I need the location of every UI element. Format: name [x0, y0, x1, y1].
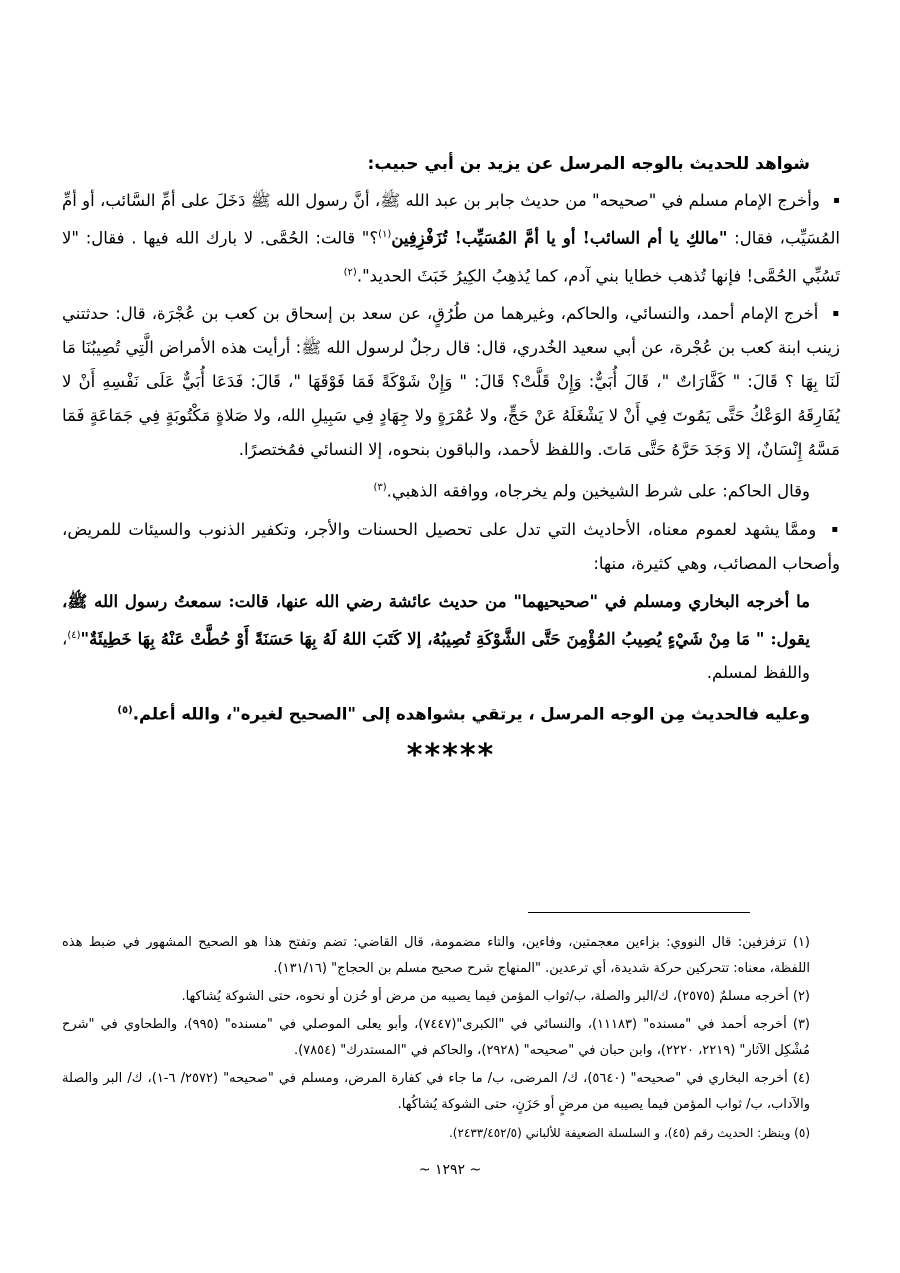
- paragraph-ahmad-hadith: [62, 297, 840, 467]
- footnote-ref-4[interactable]: (٤): [67, 629, 81, 641]
- section-separator: *****: [406, 737, 496, 773]
- footnote-ref-5[interactable]: (٥): [117, 705, 133, 716]
- footnote-divider: [528, 912, 750, 913]
- paragraph-text: ، واللفظ لمسلم.: [62, 629, 810, 682]
- paragraph-text: وعليه فالحديث مِن الوجه المرسل ، يرتقي بشواهده إلى "الصحيح لغيره"، والله أعلم.: [132, 704, 810, 724]
- paragraph-text: أخرج الإمام أحمد، والنسائي، والحاكم، وغيرهما من طُرُقٍ، عن سعد بن إسحاق بن كعب بن عُجْرَة، قال: حدثتني زينب ابنة كعب بن عُجْرة، عن أبي سعيد الخُدري، قال: قال رجلٌ لرسول الله ﷺ: أرأيت هذه الأمراض الَّتِي تُصِيبُنَا مَا لَنَا بِهَا ؟ قَالَ: " كَفَّارَاتٌ "، قَالَ أُبَيٌّ: وَإِنْ قَلَّتْ؟ قَالَ: " وَإِنْ شَوْكَةً فَمَا فَوْقَهَا "، قَالَ: فَدَعَا أُبَيٌّ عَلَى نَفْسِهِ أَنْ لا يُفَارِقَهُ الوَعْكُ حَتَّى يَمُوتَ فِي أَنْ لا يَشْغَلَهُ عَنْ حَجٍّ، ولا عُمْرَةٍ ولا جِهَادٍ فِي سَبِيلِ الله، ولا صَلاةٍ مَكْتُوبَةٍ فِي جَمَاعَةٍ فَمَا مَسَّهُ إِنْسَانٌ، إلا وَجَدَ حَرَّهُ حَتَّى مَاتَ. واللفظ لأحمد، والباقون بنحوه، إلا النسائي فمُختصرًا.: [62, 304, 840, 459]
- bullet-icon: ▪: [833, 195, 841, 206]
- paragraph-general-witnesses: [62, 513, 840, 581]
- footnote-ref-3[interactable]: (٣): [373, 482, 387, 493]
- paragraph-aisha-hadith: [62, 585, 840, 691]
- footnotes: [62, 930, 840, 1148]
- footnote-4: (٤) أخرجه البخاري في "صحيحه" (٥٦٤٠)، ك/ المرضى، ب/ ما جاء في كفارة المرض، ومسلم في "صحيحه" (٢٥٧٢/ ٦-١)، ك/ البر والصلة والآداب، ب/ ثواب المؤمن فيما يصيبه من مرضٍ أو حَزَنٍ، حتى الشوكة يُشاكُها.: [62, 1071, 811, 1112]
- paragraph-conclusion: [62, 694, 840, 732]
- paragraph-text: ؟" قالت: الحُمَّى. لا بارك الله فيها . فقال: "لا تَسُبِّي الحُمَّى! فإنها تُذهب خطايا بني آدم، كما يُذهِبُ الكِيرُ خَبَثَ الحديد".: [62, 228, 840, 285]
- hadith-quote: "مالكِ يا أم السائب! أو يا أمَّ المُسَيِّب! تُزَفْزِفِين: [391, 228, 728, 248]
- paragraph-text: وممَّا يشهد لعموم معناه، الأحاديث التي تدل على تحصيل الحسنات والأجر، وتكفير الذنوب والسيئات للمريض، وأصحاب المصائب، وهي كثيرة، منها:: [62, 519, 840, 573]
- footnote-2: (٢) أخرجه مسلمٌ (٢٥٧٥)، ك/البر والصلة، ب/ثواب المؤمن فيما يصيبه من مرض أو حُزن أو نحوه، حتى الشوكة يُشاكها.: [181, 989, 810, 1004]
- footnote-1: (١) تزفزفين: قال النووي: بزاءين معجمتين، وفاءين، والتاء مضمومة، قال القاضي: تضم وتفتح هذا هو الصحيح المشهور في ضبط هذه اللفظة، معناه: تتحركين حركة شديدة، أي ترعدين. "المنهاج شرح صحيح مسلم بن الحجاج" (١٣١/١٦).: [62, 935, 810, 976]
- bullet-icon: ▪: [832, 308, 840, 319]
- footnote-ref-2[interactable]: (٢): [343, 266, 357, 278]
- paragraph-muslim-hadith: [62, 184, 840, 293]
- footnote-ref-1[interactable]: (١): [378, 229, 392, 240]
- footnote-3: (٣) أخرجه أحمد في "مسنده" (١١١٨٣)، والنسائي في "الكبرى"(٧٤٤٧)، وأبو يعلى الموصلي في "مسنده" (٩٩٥)، والطحاوي في "شرح مُشْكِل الآثار" (٢٢١٩، ٢٢٢٠)، وابن حبان في "صحيحه" (٢٩٢٨)، والحاكم في "المستدرك" (٧٨٥٤).: [62, 1017, 810, 1058]
- paragraph-text: وأخرج الإمام مسلم في "صحيحه" من حديث جابر بن عبد الله ﷺ، أنَّ رسول الله ﷺ دَخَلَ على أمِّ السَّائب، أو أمِّ المُسَيِّب، فقال:: [62, 191, 841, 248]
- footnote-5: (٥) وينظر: الحديث رقم (٤٥)، و السلسلة الضعيفة للألباني (٢٤٣٣/٤٥٢/٥).: [448, 1126, 810, 1140]
- hadith-quote: ما أخرجه البخاري ومسلم في "صحيحيهما" من حديث عائشة رضي الله عنها، قالت: سمعتُ رسول الله ﷺ، يقول: " مَا مِنْ شَيْءٍ يُصِيبُ المُؤْمِنَ حَتَّى الشَّوْكَةِ تُصِيبُهُ، إلا كَتَبَ اللهُ لَهُ بِهَا حَسَنَةً أَوْ حُطَّتْ عَنْهُ بِهَا خَطِيئَةٌ": [62, 591, 810, 648]
- section-heading: شواهد للحديث بالوجه المرسل عن يزيد بن أبي حبيب:: [367, 154, 810, 174]
- bullet-icon: ▪: [831, 523, 840, 535]
- paragraph-text: وقال الحاكم: على شرط الشيخين ولم يخرجاه، ووافقه الذهبي.: [386, 481, 810, 501]
- main-text: [62, 148, 840, 773]
- paragraph-hakim-grading: [62, 471, 840, 509]
- page-number: ~ ١٢٩٢ ~: [418, 1162, 482, 1178]
